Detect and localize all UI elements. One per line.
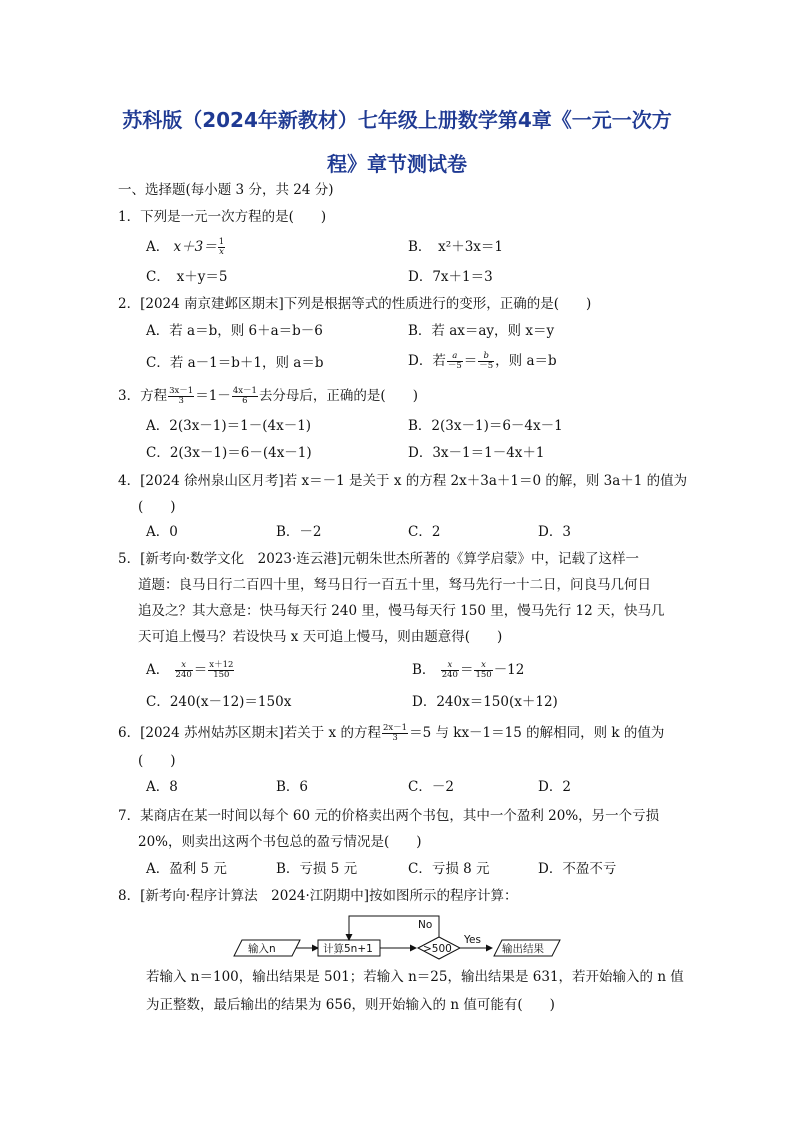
section-heading: 一、选择题(每小题 3 分，共 24 分) bbox=[118, 182, 334, 198]
flow-yes-label: Yes bbox=[464, 934, 481, 946]
program-flowchart bbox=[230, 910, 570, 970]
q5-b-fraction-1 bbox=[441, 661, 459, 680]
q1-a-denominator: x bbox=[219, 247, 224, 257]
q4-option-a: A．0 bbox=[146, 524, 178, 540]
q4-option-c: C．2 bbox=[408, 524, 441, 540]
q5-stem-line2: 道题：良马日行二百四十里，驽马日行一百五十里，驽马先行一十二日，问良马几何日 bbox=[138, 577, 651, 593]
q3-stem bbox=[118, 386, 418, 406]
q5-option-c: C．240(x－12)＝150x bbox=[146, 694, 292, 710]
q2-d-suffix: ，则 a＝b bbox=[495, 353, 557, 369]
q1-option-c: C． x＋y＝5 bbox=[146, 269, 228, 285]
q5-b-num1: x bbox=[441, 661, 459, 671]
q5-stem-line3: 追及之？其大意是：快马每天行 240 里，慢马每天行 150 里，慢马先行 12 天，快马几 bbox=[138, 603, 665, 619]
q3-prefix: 3．方程 bbox=[118, 388, 168, 404]
flow-no-label: No bbox=[418, 919, 433, 931]
q5-a-fraction-1 bbox=[175, 661, 193, 680]
q3-middle: ＝1－ bbox=[195, 388, 231, 404]
q5-a-fraction-2 bbox=[208, 661, 234, 680]
q5-a-den1: 240 bbox=[175, 670, 192, 680]
exam-title-line1: 苏科版（2024年新教材）七年级上册数学第4章《一元一次方 bbox=[122, 108, 672, 132]
q6-den: 3 bbox=[392, 733, 398, 743]
q3-num1: 3x－1 bbox=[169, 386, 194, 396]
q2-d-num2: b bbox=[478, 352, 494, 362]
q1-option-a bbox=[146, 237, 226, 257]
q2-option-d bbox=[408, 351, 557, 371]
q2-d-den1: －5 bbox=[447, 361, 462, 371]
q5-b-fraction-2 bbox=[474, 661, 492, 680]
q3-fraction-2 bbox=[232, 387, 258, 406]
q7-option-a: A．盈利 5 元 bbox=[146, 861, 227, 877]
flow-compute-label: 计算5n+1 bbox=[323, 943, 373, 955]
q3-option-b: B．2(3x－1)＝6－4x－1 bbox=[408, 418, 563, 434]
q8-body-line2: 为正整数，最后输出的结果为 656，则开始输入的 n 值可能有( ) bbox=[146, 997, 555, 1013]
q2-d-num1: a bbox=[447, 352, 463, 362]
q5-b-den2: 150 bbox=[475, 670, 492, 680]
q5-option-a bbox=[146, 660, 235, 680]
q7-stem-line1: 7．某商店在某一时间以每个 60 元的价格卖出两个书包，其中一个盈利 20%，另一个亏损 bbox=[118, 808, 660, 824]
q3-fraction-1 bbox=[168, 387, 194, 406]
q6-suffix: ＝5 与 kx－1＝15 的解相同，则 k 的值为 bbox=[409, 725, 665, 741]
flow-decision-label: >500 bbox=[423, 943, 452, 955]
q8-body-line1: 若输入 n＝100，输出结果是 501；若输入 n＝25，输出结果是 631，若开始输入的 n 值 bbox=[146, 969, 684, 985]
q3-num2: 4x－1 bbox=[232, 386, 257, 396]
q3-suffix: 去分母后，正确的是( ) bbox=[258, 388, 418, 404]
q1-option-b: B． x²＋3x＝1 bbox=[408, 239, 503, 255]
q2-option-b: B．若 ax＝ay，则 x＝y bbox=[408, 323, 555, 339]
q7-stem-line2: 20%，则卖出这两个书包总的盈亏情况是( ) bbox=[138, 834, 422, 850]
q6-option-a: A．8 bbox=[146, 779, 178, 795]
q5-a-num2: x＋12 bbox=[209, 660, 234, 670]
q5-option-b bbox=[412, 660, 524, 680]
q2-d-prefix: D．若 bbox=[408, 353, 446, 369]
q1-a-numerator: 1 bbox=[218, 237, 225, 247]
q5-b-den1: 240 bbox=[441, 670, 458, 680]
q3-den1: 3 bbox=[178, 396, 184, 406]
q2-stem: 2．[2024 南京建邺区期末]下列是根据等式的性质进行的变形，正确的是( ) bbox=[118, 296, 592, 312]
q6-option-c: C．－2 bbox=[408, 779, 454, 795]
q5-b-num2: x bbox=[474, 661, 492, 671]
q1-stem: 1．下列是一元一次方程的是( ) bbox=[118, 209, 327, 225]
q7-option-b: B．亏损 5 元 bbox=[276, 861, 358, 877]
q2-d-den2: －5 bbox=[479, 361, 494, 371]
q6-stem bbox=[118, 723, 664, 743]
q5-b-equals: ＝ bbox=[459, 662, 474, 678]
q8-stem: 8．[新考向·程序计算法 2024·江阴期中]按如图所示的程序计算： bbox=[118, 888, 518, 904]
q1-option-d: D．7x＋1＝3 bbox=[408, 269, 493, 285]
q3-option-d: D．3x－1＝1－4x＋1 bbox=[408, 445, 545, 461]
q1-a-fraction bbox=[218, 238, 225, 257]
q3-option-a: A．2(3x－1)＝1－(4x－1) bbox=[146, 418, 312, 434]
q4-option-b: B．－2 bbox=[276, 524, 322, 540]
q5-b-label: B． bbox=[412, 662, 436, 678]
flow-output-label: 输出结果 bbox=[502, 943, 544, 955]
q4-option-d: D．3 bbox=[538, 524, 571, 540]
q7-option-d: D．不盈不亏 bbox=[538, 861, 617, 877]
exam-title-line2: 程》章节测试卷 bbox=[327, 152, 467, 176]
q3-den2: 6 bbox=[242, 396, 248, 406]
q6-option-d: D．2 bbox=[538, 779, 571, 795]
q2-d-fraction-2 bbox=[478, 352, 494, 371]
q4-stem-paren: ( ) bbox=[138, 499, 176, 515]
q3-option-c: C．2(3x－1)＝6－(4x－1) bbox=[146, 445, 312, 461]
q2-d-equals: ＝ bbox=[463, 353, 478, 369]
q6-num: 2x－1 bbox=[382, 723, 408, 733]
q7-option-c: C．亏损 8 元 bbox=[408, 861, 490, 877]
q5-a-num1: x bbox=[175, 661, 193, 671]
q2-option-c: C．若 a－1＝b＋1，则 a＝b bbox=[146, 355, 324, 371]
flow-input-label: 输入n bbox=[248, 943, 276, 955]
q5-b-suffix: －12 bbox=[493, 662, 525, 678]
q5-a-den2: 150 bbox=[213, 670, 230, 680]
q5-a-equals: ＝ bbox=[193, 662, 208, 678]
q2-option-a: A．若 a＝b，则 6＋a＝b－6 bbox=[146, 323, 323, 339]
q5-stem-line4: 天可追上慢马？若设快马 x 天可追上慢马，则由题意得( ) bbox=[138, 629, 503, 645]
q5-stem-line1: 5．[新考向·数学文化 2023·连云港]元朝朱世杰所著的《算学启蒙》中，记载了这样一 bbox=[118, 551, 640, 567]
q6-option-b: B．6 bbox=[276, 779, 309, 795]
q1-a-label: A． bbox=[146, 239, 170, 255]
q5-option-d: D．240x＝150(x＋12) bbox=[412, 694, 558, 710]
q6-fraction bbox=[382, 724, 408, 743]
q6-stem-paren: ( ) bbox=[138, 753, 176, 769]
q4-stem: 4．[2024 徐州泉山区月考]若 x＝－1 是关于 x 的方程 2x＋3a＋1＝0 的解，则 3a＋1 的值为 bbox=[118, 473, 688, 489]
q2-d-fraction-1 bbox=[447, 352, 463, 371]
q6-prefix: 6．[2024 苏州姑苏区期末]若关于 x 的方程 bbox=[118, 725, 381, 741]
q1-a-expr: x＋3＝ bbox=[173, 239, 217, 255]
q5-a-label: A． bbox=[146, 662, 170, 678]
